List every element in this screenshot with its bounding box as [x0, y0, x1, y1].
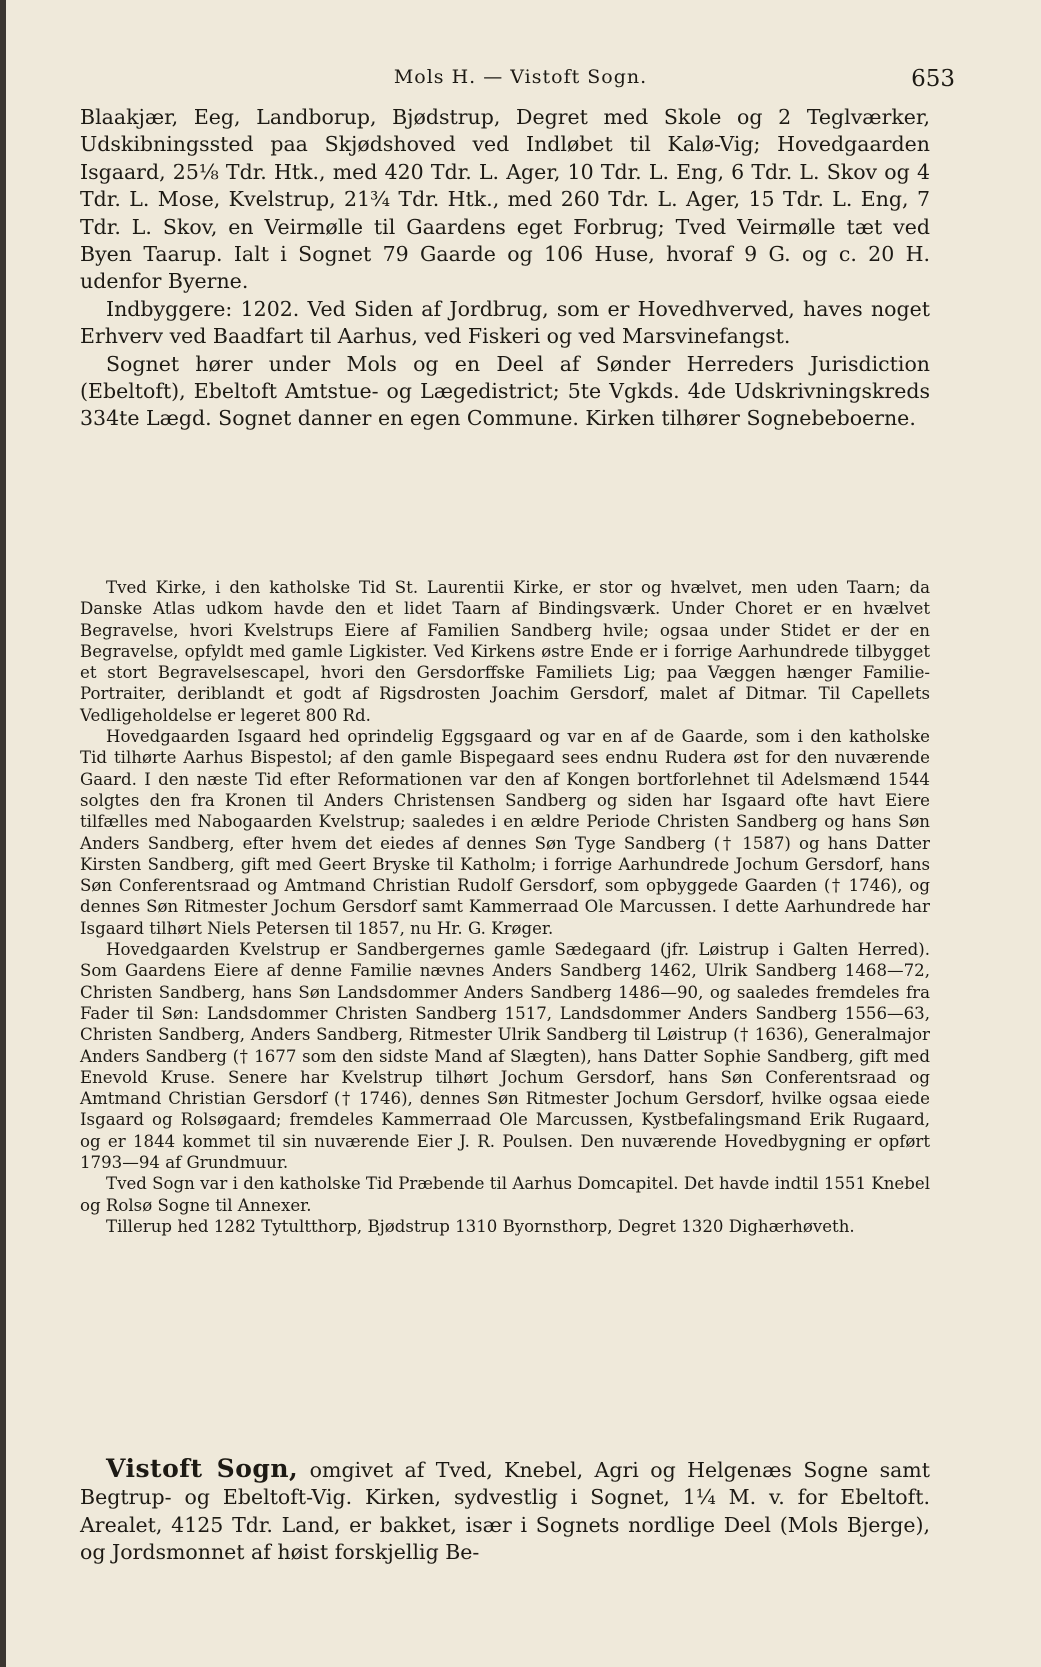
page-edge [0, 0, 6, 1667]
paragraph-jurisdiction: Sognet hører under Mols og en Deel af Sønder Herreders Jurisdiction (Ebeltoft), Ebeltoft Amtstue- og Lægedistrict; 5te Vgkds. 4de Udskrivningskreds 334te Lægd. Sognet danner en egen Commune. Kirken tilhører Sognebeboerne. [80, 351, 930, 431]
parish-description: omgivet af Tved, Knebel, Agri og Helgenæs Sogne samt Begtrup- og Ebeltoft-Vig. Kirken, sydvestlig i Sognet, 1¼ M. v. for Ebeltoft. Arealet, 4125 Tdr. Land, er bakket, især i Sognets nordlige Deel (Mols Bjerge), og Jordsmonnet af høist forskjellig Be- [80, 1458, 930, 1565]
note-kvelstrup: Hovedgaarden Kvelstrup er Sandbergernes gamle Sædegaard (jfr. Løistrup i Galten Herred). Som Gaardens Eiere af denne Familie nævnes Anders Sandberg 1462, Ulrik Sandberg 1468—72, Christen Sandberg, hans Søn Landsdommer Anders Sandberg 1486—90, og saaledes fremdeles fra Fader til Søn: Landsdommer Christen Sandberg 1517, Landsdommer Anders Sandberg 1556—63, Christen Sandberg, Anders Sandberg, Ritmester Ulrik Sandberg til Løistrup († 1636), Generalmajor Anders Sandberg († 1677 som den sidste Mand af Slægten), hans Datter Sophie Sandberg, gift med Enevold Kruse. Senere har Kvelstrup tilhørt Jochum Gersdorf, hans Søn Conferentsraad og Amtmand Christian Gersdorf († 1746), dennes Søn Ritmester Jochum Gersdorf, hvilke ogsaa eiede Isgaard og Rolsøgaard; fremdeles Kammerraad Ole Marcussen, Kystbefalingsmand Erik Rugaard, og er 1844 kommet til sin nuværende Eier J. R. Poulsen. Den nuværende Hovedbygning er opført 1793—94 af Grundmuur. [80, 940, 930, 1173]
page-number: 653 [911, 66, 955, 92]
vistoft-section [80, 1455, 930, 1567]
note-prebend: Tved Sogn var i den katholske Tid Præbende til Aarhus Domcapitel. Det havde indtil 1551 Knebel og Rolsø Sogne til Annexer. [80, 1174, 930, 1215]
main-text [80, 104, 930, 433]
paragraph-inhabitants: Indbyggere: 1202. Ved Siden af Jordbrug, som er Hovedhverved, haves noget Erhverv ved Baadfart til Aarhus, ved Fiskeri og ved Marsvinefangst. [80, 296, 930, 349]
paragraph-villages: Blaakjær, Eeg, Landborup, Bjødstrup, Degret med Skole og 2 Teglværker, Udskibningssted paa Skjødshoved ved Indløbet til Kalø-Vig; Hovedgaarden Isgaard, 25⅛ Tdr. Htk., med 420 Tdr. L. Ager, 10 Tdr. L. Eng, 6 Tdr. L. Skov og 4 Tdr. L. Mose, Kvelstrup, 21¾ Tdr. Htk., med 260 Tdr. L. Ager, 15 Tdr. L. Eng, 7 Tdr. L. Skov, en Veirmølle til Gaardens eget Forbrug; Tved Veirmølle tæt ved Byen Taarup. Ialt i Sognet 79 Gaarde og 106 Huse, hvoraf 9 G. og c. 20 H. udenfor Byerne. [80, 105, 930, 294]
parish-heading: Vistoft Sogn, [106, 1454, 299, 1483]
page-header [0, 66, 1041, 96]
note-church: Tved Kirke, i den katholske Tid St. Laurentii Kirke, er stor og hvælvet, men uden Taarn; da Danske Atlas udkom havde den et lidet Taarn af Bindingsværk. Under Choret er en hvælvet Begravelse, hvori Kvelstrups Eiere af Familien Sandberg hvile; ogsaa under Stidet er der en Begravelse, opfyldt med gamle Ligkister. Ved Kirkens østre Ende er i forrige Aarhundrede tilbygget et stort Begravelsescapel, hvori den Gersdorffske Familiets Lig; paa Væggen hænger Familie-Portraiter, deriblandt et godt af Rigsdrosten Joachim Gersdorf, malet af Ditmar. Til Capellets Vedligeholdelse er legeret 800 Rd. [80, 578, 930, 725]
note-old-names: Tillerup hed 1282 Tytultthorp, Bjødstrup 1310 Byornsthorp, Degret 1320 Dighærhøveth. [106, 1216, 855, 1236]
note-isgaard: Hovedgaarden Isgaard hed oprindelig Eggsgaard og var en af de Gaarde, som i den katholske Tid tilhørte Aarhus Bispestol; af den gamle Bispegaard sees endnu Rudera øst for den nuværende Gaard. I den næste Tid efter Reformationen var den af Kongen bortforlehnet til Adelsmænd 1544 solgtes den fra Kronen til Anders Christensen Sandberg og siden har Isgaard ofte havt Eiere tilfælles med Nabogaarden Kvelstrup; saaledes i en ældre Periode Christen Sandberg og hans Søn Anders Sandberg, efter hvem det eiedes af dennes Søn Tyge Sandberg († 1587) og hans Datter Kirsten Sandberg, gift med Geert Bryske til Katholm; i forrige Aarhundrede Jochum Gersdorf, hans Søn Conferentsraad og Amtmand Christian Rudolf Gersdorf, som opbyggede Gaarden († 1746), og dennes Søn Ritmester Jochum Gersdorf samt Kammerraad Ole Marcussen. I dette Aarhundrede har Isgaard tilhørt Niels Petersen til 1857, nu Hr. G. Krøger. [80, 727, 930, 938]
notes-section [80, 577, 930, 1237]
running-head: Mols H. — Vistoft Sogn. [393, 66, 648, 88]
